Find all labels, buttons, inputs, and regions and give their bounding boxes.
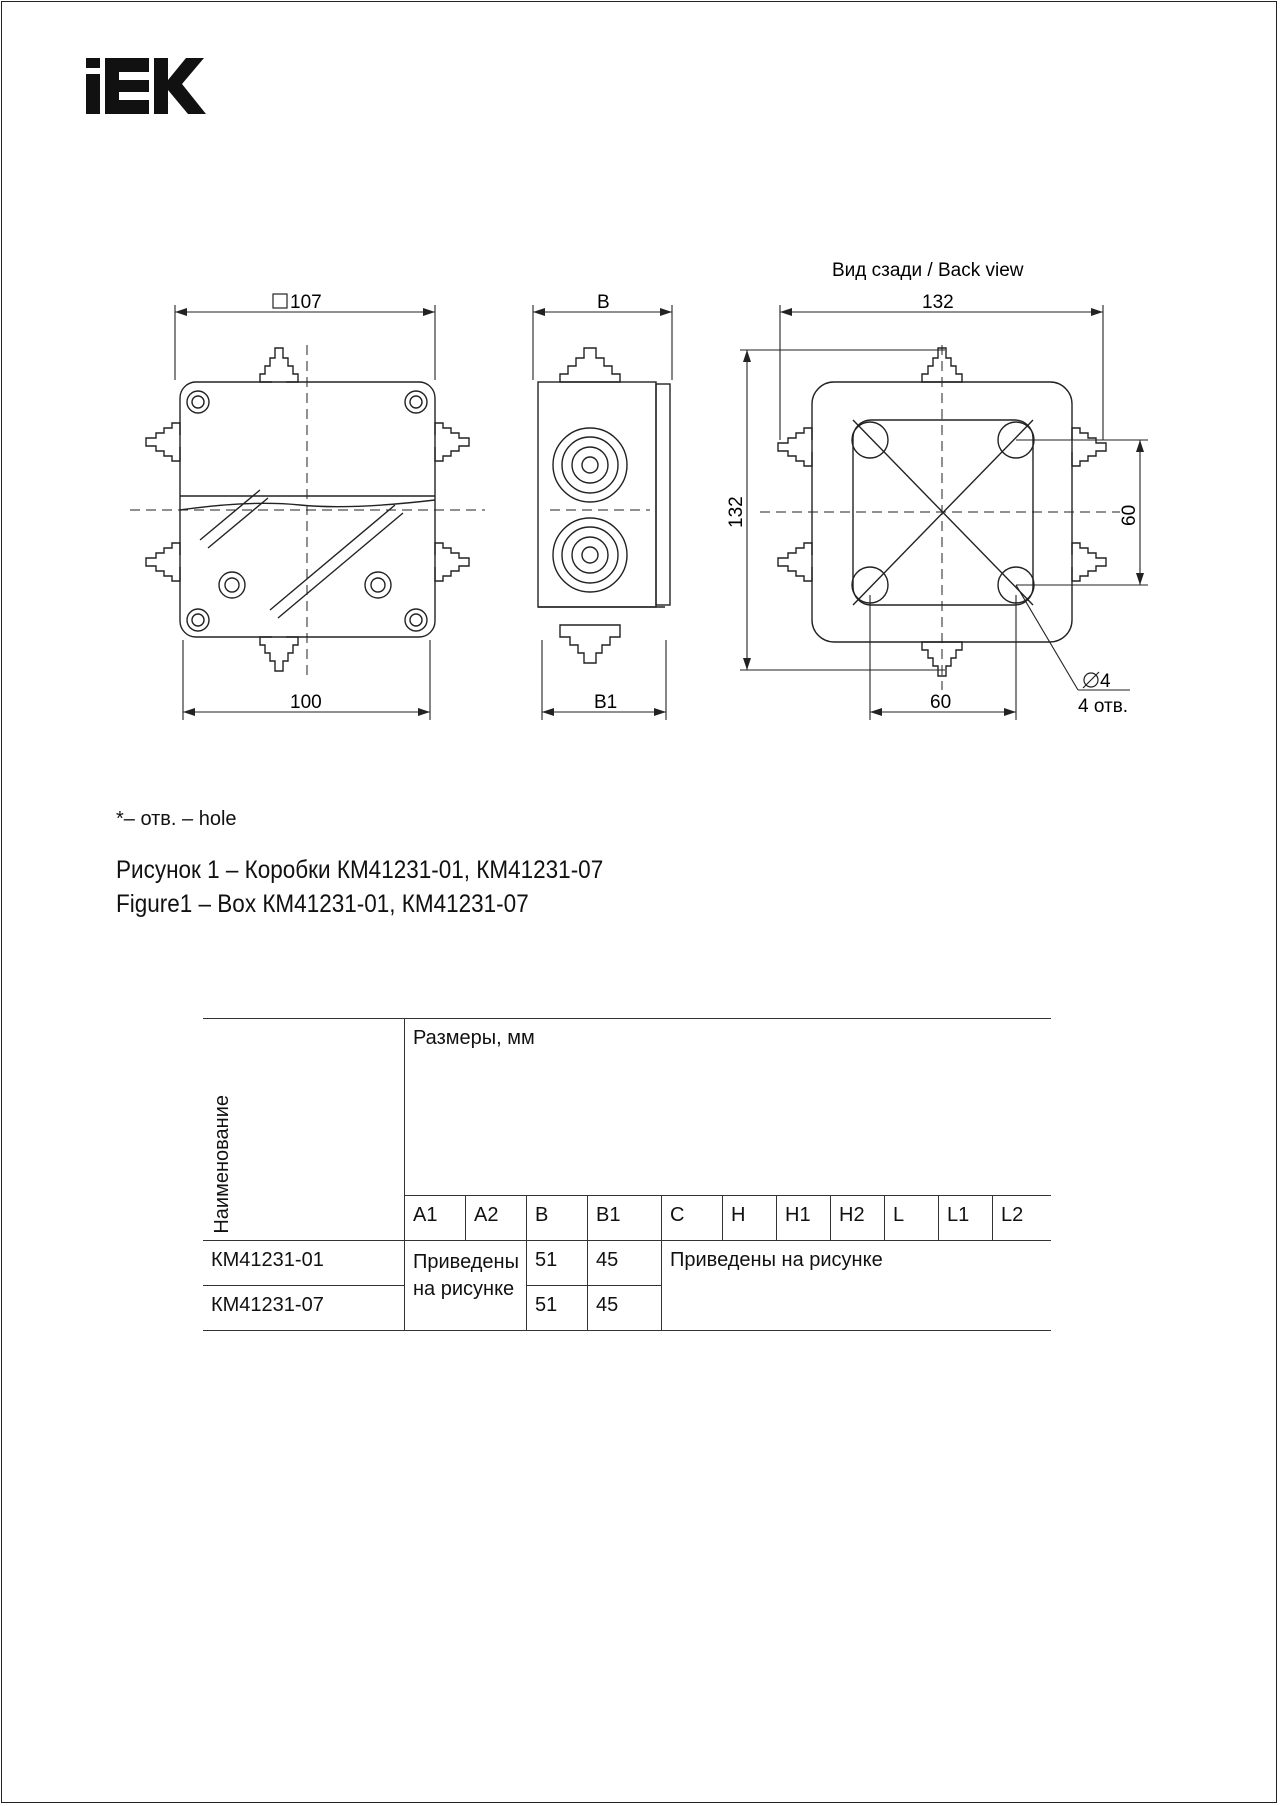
side-view (538, 348, 670, 663)
row2-b: 51 (527, 1286, 588, 1331)
col-a1: A1 (405, 1196, 466, 1241)
technical-drawing (0, 0, 1280, 760)
caption-ru: Рисунок 1 – Коробки КМ41231-01, КМ41231-07 (116, 856, 604, 884)
row-rest-values: Приведены на рисунке (670, 1249, 883, 1271)
caption-en: Figure1 – Box КМ41231-01, КМ41231-07 (116, 890, 529, 918)
back-view (760, 345, 1120, 690)
col-l2: L2 (1001, 1204, 1024, 1226)
row1-name: КМ41231-01 (203, 1241, 405, 1286)
dim-back-height: 132 (726, 496, 747, 528)
back-view-label: Вид сзади / Back view (832, 260, 1024, 281)
dim-hole-count: 4 отв. (1078, 696, 1129, 717)
dim-side-top: B (597, 292, 610, 313)
dim-side-bottom: B1 (594, 692, 618, 713)
row1-b1: 45 (588, 1241, 662, 1286)
col-b: B (527, 1196, 588, 1241)
front-view (130, 345, 485, 680)
table-row (203, 1241, 1051, 1286)
row1-b: 51 (527, 1241, 588, 1286)
dim-hole-diameter: 4 (1100, 671, 1111, 692)
col-h: H (723, 1196, 777, 1241)
dimensions-table (203, 1018, 1051, 1331)
col-b1: B1 (588, 1196, 662, 1241)
col-l: L (885, 1196, 939, 1241)
col-h1: H1 (777, 1196, 831, 1241)
row2-name: КМ41231-07 (203, 1286, 405, 1331)
dim-hole-spacing-v: 60 (1119, 504, 1140, 526)
size-header: Размеры, мм (405, 1019, 1052, 1196)
dim-back-width: 132 (922, 292, 954, 313)
row2-b1: 45 (588, 1286, 662, 1331)
name-header: Наименование (211, 1095, 233, 1234)
dim-front-bottom: 100 (290, 692, 322, 713)
name-header-cell (203, 1019, 405, 1241)
dim-front-width: 107 (290, 292, 322, 313)
col-a2: A2 (466, 1196, 527, 1241)
col-h2: H2 (831, 1196, 885, 1241)
col-c: C (662, 1196, 723, 1241)
col-l1: L1 (939, 1196, 993, 1241)
dim-hole-spacing-h: 60 (930, 692, 952, 713)
row-a-values: Приведены на рисунке (405, 1241, 527, 1331)
note-hole: *– отв. – hole (116, 808, 237, 830)
